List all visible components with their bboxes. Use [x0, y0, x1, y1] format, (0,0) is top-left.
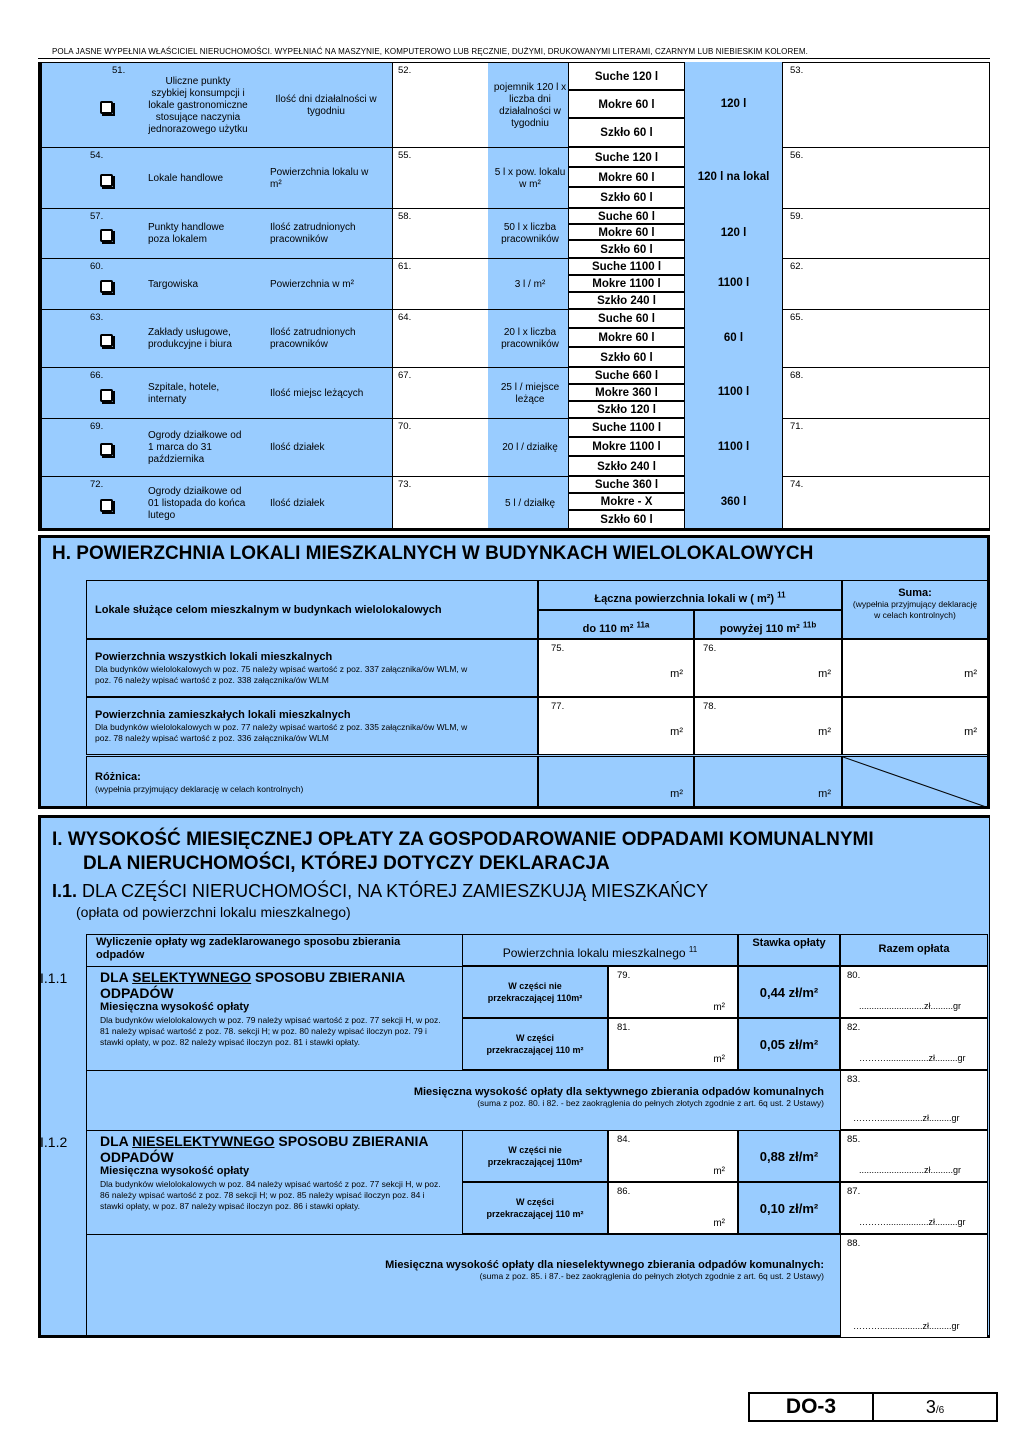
- g-row-basis-text: Ilość dni działalności w tygodniu: [275, 93, 377, 117]
- g-row-basis-text: Ilość zatrudnionych pracowników: [270, 222, 356, 245]
- g-row-total: 1100 l: [685, 367, 782, 418]
- i-head-calc: Wyliczenie opłaty wg zadeklarowanego sposobu zbierania odpadów: [96, 936, 401, 961]
- header-note: POLA JASNE WYPEŁNIA WŁAŚCICIEL NIERUCHOMOŚCI. WYPEŁNIAĆ NA MASZYNIE, KOMPUTEROWO LUB RĘCZNIE, DUŻYMI, DRUKOWANYMI LITERAMI, CZARNYM LUB NIEBIESKIM KOLOREM.: [52, 47, 808, 56]
- i-block-note: Dla budynków wielolokalowych w poz. 79 należy wpisać wartość z poz. 77 sekcji H, w poz. 81 należy wpisać wartość z poz. 78. sekcji H; w poz. 80 należy wpisać iloczyn poz. 79 i stawki opłaty, w poz. 82 należy wpisać iloczyn poz. 81 i stawki opłaty.: [100, 1015, 441, 1047]
- h-upto-sup: 11a: [636, 620, 650, 630]
- h-row-unit2: m²: [818, 668, 831, 680]
- h-row-over-input[interactable]: [694, 697, 842, 755]
- i-block-subtitle: Miesięczna wysokość opłaty: [100, 1001, 250, 1013]
- g-row-output-5[interactable]: [782, 367, 990, 418]
- h-over-head: [694, 610, 842, 639]
- h-diff-sum-crossed: [842, 756, 988, 807]
- i-head-area: Powierzchnia lokalu mieszkalnego: [502, 946, 686, 960]
- i-area-unit: m²: [713, 1054, 725, 1065]
- g-row-basis-text: Ilość miejsc leżących: [270, 387, 364, 399]
- g-row-num-c: 56.: [790, 150, 804, 161]
- i-sum-note: (suma z poz. 80. i 82. - bez zaokrąglenia do pełnych złotych zgodnie z art. 6q ust. 2 Ustawy): [477, 1098, 824, 1108]
- g-row-basis-text: Ilość zatrudnionych pracowników: [270, 327, 356, 350]
- g-row-num-a: 57.: [90, 211, 104, 222]
- g-row-norm: [492, 65, 568, 146]
- g-bin: Mokre - X: [568, 493, 685, 510]
- g-bin: Mokre 1100 l: [568, 437, 685, 456]
- i-area-num: 86.: [617, 1186, 631, 1197]
- i-rate: 0,05 zł/m²: [738, 1018, 840, 1070]
- g-row-num-c: 59.: [790, 211, 804, 222]
- i-sum-label-wrap: [414, 1086, 824, 1109]
- h-row-unit1: m²: [670, 668, 683, 680]
- h-diff-upto-unit: m²: [670, 788, 683, 800]
- h-sum-note: (wypełnia przyjmujący deklarację w celach kontrolnych): [852, 599, 978, 620]
- g-row-name-text: Ogrody działkowe od 01 listopada do końca lutego: [148, 485, 246, 521]
- i-rate: 0,88 zł/m²: [738, 1130, 840, 1182]
- footer-page: [874, 1394, 996, 1420]
- i-block-num: I.1.1: [40, 970, 68, 986]
- g-row-num-c: 74.: [790, 479, 804, 490]
- g-bottom-rule: [38, 528, 990, 531]
- h-row-n1: 77.: [551, 701, 565, 712]
- i-sum-blank: ……….................zł.........gr: [853, 1321, 960, 1331]
- diagonal-line: [843, 757, 988, 807]
- i-block-title-post: SPOSOBU ZBIERANIA ODPADÓW: [100, 969, 405, 1001]
- g-bin: Mokre 60 l: [568, 224, 685, 240]
- g-bin: Szkło 120 l: [568, 401, 685, 418]
- i-area-input[interactable]: [608, 966, 738, 1018]
- i-sum-label-wrap: [385, 1259, 824, 1282]
- g-row-output-6[interactable]: [782, 418, 990, 476]
- i-area-num: 84.: [617, 1134, 631, 1145]
- g-row-norm-text: 20 l x liczba pracowników: [501, 327, 559, 350]
- h-diff-over: [694, 756, 842, 807]
- g-row-name-text: Ogrody działkowe od 1 marca do 31 października: [148, 430, 242, 465]
- i-block-subtitle: Miesięczna wysokość opłaty: [100, 1165, 250, 1177]
- g-bin: Suche 1100 l: [568, 258, 685, 275]
- g-bin: Mokre 360 l: [568, 384, 685, 401]
- i-rate: 0,44 zł/m²: [738, 966, 840, 1018]
- g-row-num-b: 61.: [398, 261, 412, 272]
- h-row-title: Powierzchnia zamieszkałych lokali mieszkalnych: [95, 709, 351, 721]
- g-row-name-text: Targowiska: [148, 278, 199, 290]
- g-row-total: 60 l: [685, 309, 782, 367]
- i-total-num: 80.: [847, 970, 861, 981]
- h-total-area-label: Łączna powierzchnia lokali w ( m²): [594, 593, 775, 605]
- g-row-name: [148, 479, 248, 528]
- i-sum-num: 88.: [847, 1238, 861, 1249]
- section-i-title-line1: I. WYSOKOŚĆ MIESIĘCZNEJ OPŁATY ZA GOSPODAROWANIE ODPADAMI KOMUNALNYMI: [52, 829, 874, 850]
- i-part-label: [462, 1018, 608, 1070]
- h-row-upto-input[interactable]: [538, 639, 694, 697]
- g-row-basis-text: Powierzchnia lokalu w m²: [270, 166, 369, 190]
- footer-code: DO-3: [750, 1394, 874, 1420]
- i-sum-input[interactable]: [840, 1234, 988, 1338]
- i-total-input[interactable]: [840, 1182, 988, 1234]
- i-total-blank: ……….................zł.........gr: [859, 1053, 966, 1063]
- g-row-name: [148, 421, 248, 475]
- i-sum-num: 83.: [847, 1074, 861, 1085]
- i-part-label-text: W części nie przekraczającej 110m²: [487, 1145, 583, 1167]
- g-row-total: 120 l: [685, 208, 782, 258]
- g-row-output-7[interactable]: [782, 476, 990, 529]
- h-diff-note: (wypełnia przyjmujący deklarację w celach kontrolnych): [95, 784, 304, 794]
- header-rule: [38, 58, 990, 59]
- h-diff-label-cell: [86, 756, 538, 807]
- g-row-output-2[interactable]: [782, 208, 990, 258]
- i-sum-label: Miesięczna wysokość opłaty dla sektywnego zbierania odpadów komunalnych: [413, 1086, 824, 1098]
- g-row-num-a: 69.: [90, 421, 104, 432]
- i-total-blank: ..........................zł.........gr: [859, 1001, 962, 1011]
- g-row-name-text: Szpitale, hotele, internaty: [148, 381, 220, 405]
- g-row-num-b: 52.: [398, 65, 412, 76]
- footer-page-of: /6: [935, 1405, 945, 1416]
- g-row-checkbox[interactable]: [100, 389, 113, 402]
- g-row-norm-text: 5 l / działkę: [504, 497, 556, 509]
- g-row-checkbox[interactable]: [100, 443, 113, 456]
- g-row-name: [148, 312, 248, 366]
- section-i1-title: [52, 881, 708, 902]
- g-row-basis-text: Ilość działek: [270, 497, 325, 509]
- g-row-num-b: 70.: [398, 421, 412, 432]
- g-bin: Szkło 240 l: [568, 292, 685, 309]
- g-bin: Szkło 60 l: [568, 187, 685, 208]
- g-bin: Suche 360 l: [568, 476, 685, 493]
- g-row-output-4[interactable]: [782, 309, 990, 367]
- g-bin: Suche 660 l: [568, 367, 685, 384]
- i-sum-label-cell: [86, 1234, 840, 1338]
- g-row-name-text: Lokale handlowe: [148, 172, 224, 184]
- i-area-input[interactable]: [608, 1018, 738, 1070]
- g-row-num-c: 71.: [790, 421, 804, 432]
- g-bin: Mokre 60 l: [568, 90, 685, 118]
- g-row-sep-6: [86, 418, 87, 476]
- g-row-checkbox[interactable]: [100, 280, 113, 293]
- section-i1-note: (opłata od powierzchni lokalu mieszkalnego): [76, 904, 351, 920]
- g-row-checkbox[interactable]: [100, 174, 113, 187]
- g-bin: Suche 120 l: [568, 62, 685, 90]
- h-row-over-input[interactable]: [694, 639, 842, 697]
- i-area-unit: m²: [713, 1002, 725, 1013]
- i-area-unit: m²: [713, 1166, 725, 1177]
- g-row-name: [148, 211, 248, 257]
- g-row-basis: [270, 370, 382, 417]
- i-part-label: [462, 1182, 608, 1234]
- h-row-label-cell: [86, 697, 538, 755]
- i-area-unit: m²: [713, 1218, 725, 1229]
- i-block-title: [100, 1133, 450, 1165]
- footer-box: [748, 1392, 998, 1422]
- i-part-label: [462, 1130, 608, 1182]
- g-row-norm-text: 5 l x pow. lokalu w m²: [494, 166, 566, 190]
- g-row-sep-1: [86, 147, 87, 208]
- section-i1-num: I.1.: [52, 881, 78, 901]
- g-row-output-0[interactable]: [782, 62, 990, 147]
- g-row-norm-text: pojemnik 120 l x liczba dni działalności w tygodniu: [493, 81, 567, 129]
- g-bin: Szkło 60 l: [568, 347, 685, 367]
- h-row-unit1: m²: [670, 726, 683, 738]
- i-part-label: [462, 966, 608, 1018]
- g-row-checkbox[interactable]: [100, 334, 113, 347]
- g-row-num-b: 73.: [398, 479, 412, 490]
- i-area-num: 81.: [617, 1022, 631, 1033]
- g-row-basis-text: Powierzchnia w m²: [270, 278, 354, 290]
- g-bin: Suche 60 l: [568, 208, 685, 224]
- i-head-total: Razem opłata: [840, 934, 988, 966]
- g-row-num-a: 66.: [90, 370, 104, 381]
- g-bin: Szkło 60 l: [568, 510, 685, 529]
- g-row-name: [148, 150, 248, 207]
- g-row-norm-text: 3 l / m²: [514, 278, 546, 290]
- g-row-norm: [492, 211, 568, 257]
- section-i1-label: DLA CZĘŚCI NIERUCHOMOŚCI, NA KTÓREJ ZAMIESZKUJĄ MIESZKAŃCY: [82, 881, 709, 901]
- i-part-label-text: W części przekraczającej 110 m²: [486, 1197, 584, 1219]
- g-row-num-b: 58.: [398, 211, 412, 222]
- g-row-basis: [270, 211, 382, 257]
- h-sum-title: Suma:: [898, 587, 932, 599]
- i-block-num: I.1.2: [40, 1134, 68, 1150]
- g-bin: Szkło 60 l: [568, 240, 685, 258]
- i-block-title-pre: DLA: [100, 1133, 133, 1149]
- g-row-norm: [492, 312, 568, 366]
- section-i-title-line2: DLA NIERUCHOMOŚCI, KTÓREJ DOTYCZY DEKLARACJA: [83, 853, 610, 874]
- section-i-title: [52, 828, 874, 876]
- g-row-name: [148, 261, 248, 308]
- g-row-total: 360 l: [685, 476, 782, 529]
- g-row-norm-text: 25 l / miejsce leżące: [500, 381, 560, 405]
- g-row-num-a: 72.: [90, 479, 104, 490]
- h-col-label: Lokale służące celom mieszkalnym w budynkach wielolokalowych: [95, 604, 442, 616]
- g-row-basis: [270, 65, 382, 146]
- g-row-name: [148, 370, 248, 417]
- i-total-num: 82.: [847, 1022, 861, 1033]
- i-sum-note: (suma z poz. 85. i 87.- bez zaokrąglenia do pełnych złotych zgodnie z art. 6q ust. 2 Ustawy): [479, 1271, 824, 1281]
- g-row-sep-0: [86, 62, 87, 147]
- g-row-norm-text: 20 l / działkę: [502, 442, 558, 453]
- h-sum-head: [842, 580, 988, 639]
- i-sum-label: Miesięczna wysokość opłaty dla nieselektywnego zbierania odpadów komunalnych:: [385, 1259, 824, 1271]
- i-area-num: 79.: [617, 970, 631, 981]
- i-block-title-u: SELEKTYWNEGO: [132, 969, 252, 985]
- g-bin: Mokre 1100 l: [568, 275, 685, 292]
- h-over-sup: 11b: [802, 620, 817, 630]
- i-area-input[interactable]: [608, 1130, 738, 1182]
- i-sum-blank: ……….................zł.........gr: [853, 1113, 960, 1123]
- g-row-sep-4: [86, 309, 87, 367]
- i-block-title-pre: DLA: [100, 969, 133, 985]
- g-row-output-1[interactable]: [782, 147, 990, 208]
- g-row-norm: [492, 261, 568, 308]
- g-row-sep-3: [86, 258, 87, 309]
- section-h-title: H. POWIERZCHNIA LOKALI MIESZKALNYCH W BUDYNKACH WIELOLOKALOWYCH: [52, 543, 814, 564]
- i-sum-label-cell: [86, 1070, 840, 1130]
- g-row-norm: [492, 370, 568, 417]
- g-row-sep-5: [86, 367, 87, 418]
- i-rate: 0,10 zł/m²: [738, 1182, 840, 1234]
- h-diff-upto: [538, 756, 694, 807]
- i-head-area-sup: 11: [688, 945, 698, 954]
- h-col-label-cell: [86, 580, 538, 639]
- g-row-name-text: Zakłady usługowe, produkcyjne i biura: [148, 327, 232, 350]
- g-row-checkbox[interactable]: [100, 229, 113, 242]
- i-sum-input[interactable]: [840, 1070, 988, 1130]
- g-row-name: [148, 65, 248, 146]
- h-row-note: Dla budynków wielolokalowych w poz. 77 należy wpisać wartość z poz. 335 załącznika/ów WLM, w poz. 78 należy wpisać wartość z poz. 336 załącznika/ów WLM: [95, 722, 468, 743]
- g-row-total: 1100 l: [685, 418, 782, 476]
- i-block-title-u: NIESELEKTYWNEGO: [132, 1133, 275, 1149]
- footer-page-num: 3: [925, 1397, 936, 1417]
- h-over-label: powyżej 110 m²: [719, 623, 800, 635]
- g-row-num-a: 51.: [112, 65, 126, 76]
- h-upto-label: do 110 m²: [582, 623, 634, 635]
- g-row-num-b: 55.: [398, 150, 412, 161]
- h-total-area-head: [538, 580, 842, 610]
- h-row-sum-input[interactable]: [842, 697, 988, 755]
- g-bin: Suche 1100 l: [568, 418, 685, 437]
- g-row-num-c: 65.: [790, 312, 804, 323]
- g-row-num-c: 62.: [790, 261, 804, 272]
- h-row-title: Powierzchnia wszystkich lokali mieszkalnych: [95, 651, 333, 663]
- i-head-area-cell: [462, 934, 738, 966]
- g-row-basis-text: Ilość działek: [270, 442, 325, 453]
- g-row-checkbox[interactable]: [100, 499, 113, 512]
- g-row-sep-2: [86, 208, 87, 258]
- g-bin: Mokre 60 l: [568, 167, 685, 187]
- g-row-basis: [270, 479, 382, 528]
- i-total-input[interactable]: [840, 1018, 988, 1070]
- g-row-basis: [270, 421, 382, 475]
- g-row-norm: [492, 421, 568, 475]
- h-row-label-cell: [86, 639, 538, 697]
- h-row-note: Dla budynków wielolokalowych w poz. 75 należy wpisać wartość z poz. 337 załącznika/ów WLM, w poz. 76 należy wpisać wartość z poz. 338 załącznika/ów WLM: [95, 664, 468, 685]
- h-row-n2: 78.: [703, 701, 717, 712]
- g-row-num-b: 64.: [398, 312, 412, 323]
- i-area-input[interactable]: [608, 1182, 738, 1234]
- g-row-num-a: 60.: [90, 261, 104, 272]
- i-total-blank: ……….................zł.........gr: [859, 1217, 966, 1227]
- g-row-total: 120 l: [685, 62, 782, 147]
- i-part-label-text: W części przekraczającej 110 m²: [486, 1033, 584, 1055]
- g-bin: Szkło 60 l: [568, 118, 685, 147]
- i-head-rate: Stawka opłaty: [738, 934, 840, 966]
- g-bin: Szkło 240 l: [568, 456, 685, 476]
- i-part-label-text: W części nie przekraczającej 110m²: [487, 981, 583, 1003]
- g-row-total: 120 l na lokal: [685, 147, 782, 208]
- i-total-num: 85.: [847, 1134, 861, 1145]
- g-bin: Suche 60 l: [568, 309, 685, 328]
- g-row-norm: [492, 150, 568, 207]
- g-bin: Suche 120 l: [568, 147, 685, 167]
- i-block-note: Dla budynków wielolokalowych w poz. 84 należy wpisać wartość z poz. 77 sekcji H, w poz. 86 należy wpisać wartość z poz. 78 sekcji H; w poz. 85 należy wpisać iloczyn poz. 84 i stawki opłaty, w poz. 87 należy wpisać iloczyn poz. 86 i stawki opłaty.: [100, 1179, 441, 1211]
- h-upto-head: [538, 610, 694, 639]
- g-row-name-text: Uliczne punkty szybkiej konsumpcji i lokale gastronomiczne stosujące naczynia jednorazowego użytku: [148, 75, 248, 135]
- g-row-num-a: 54.: [90, 150, 104, 161]
- i-block-title-post: SPOSOBU ZBIERANIA ODPADÓW: [100, 1133, 429, 1165]
- g-row-basis: [270, 150, 382, 207]
- g-row-checkbox[interactable]: [100, 101, 113, 114]
- h-row-unit2: m²: [818, 726, 831, 738]
- h-row-sum-input[interactable]: [842, 639, 988, 697]
- g-row-num-c: 68.: [790, 370, 804, 381]
- i-total-blank: ..........................zł.........gr: [859, 1165, 962, 1175]
- g-row-output-3[interactable]: [782, 258, 990, 309]
- g-row-norm-text: 50 l x liczba pracowników: [501, 222, 559, 245]
- h-row-n2: 76.: [703, 643, 717, 654]
- h-total-area-sup: 11: [777, 590, 786, 600]
- h-row-upto-input[interactable]: [538, 697, 694, 755]
- g-row-basis: [270, 261, 382, 308]
- g-row-sep-7: [86, 476, 87, 529]
- h-diff-title: Różnica:: [95, 771, 141, 783]
- i-block-title: [100, 969, 450, 1001]
- g-row-total: 1100 l: [685, 258, 782, 309]
- h-diff-over-unit: m²: [818, 788, 831, 800]
- g-row-num-a: 63.: [90, 312, 104, 323]
- i-total-num: 87.: [847, 1186, 861, 1197]
- i-total-input[interactable]: [840, 1130, 988, 1182]
- g-row-norm: [492, 479, 568, 528]
- g-row-num-c: 53.: [790, 65, 804, 76]
- h-row-n1: 75.: [551, 643, 565, 654]
- i-total-input[interactable]: [840, 966, 988, 1018]
- g-row-basis: [270, 312, 382, 366]
- h-row-unit3: m²: [964, 668, 977, 680]
- g-row-name-text: Punkty handlowe poza lokalem: [148, 222, 225, 245]
- g-bin: Mokre 60 l: [568, 328, 685, 347]
- g-row-num-b: 67.: [398, 370, 412, 381]
- h-row-unit3: m²: [964, 726, 977, 738]
